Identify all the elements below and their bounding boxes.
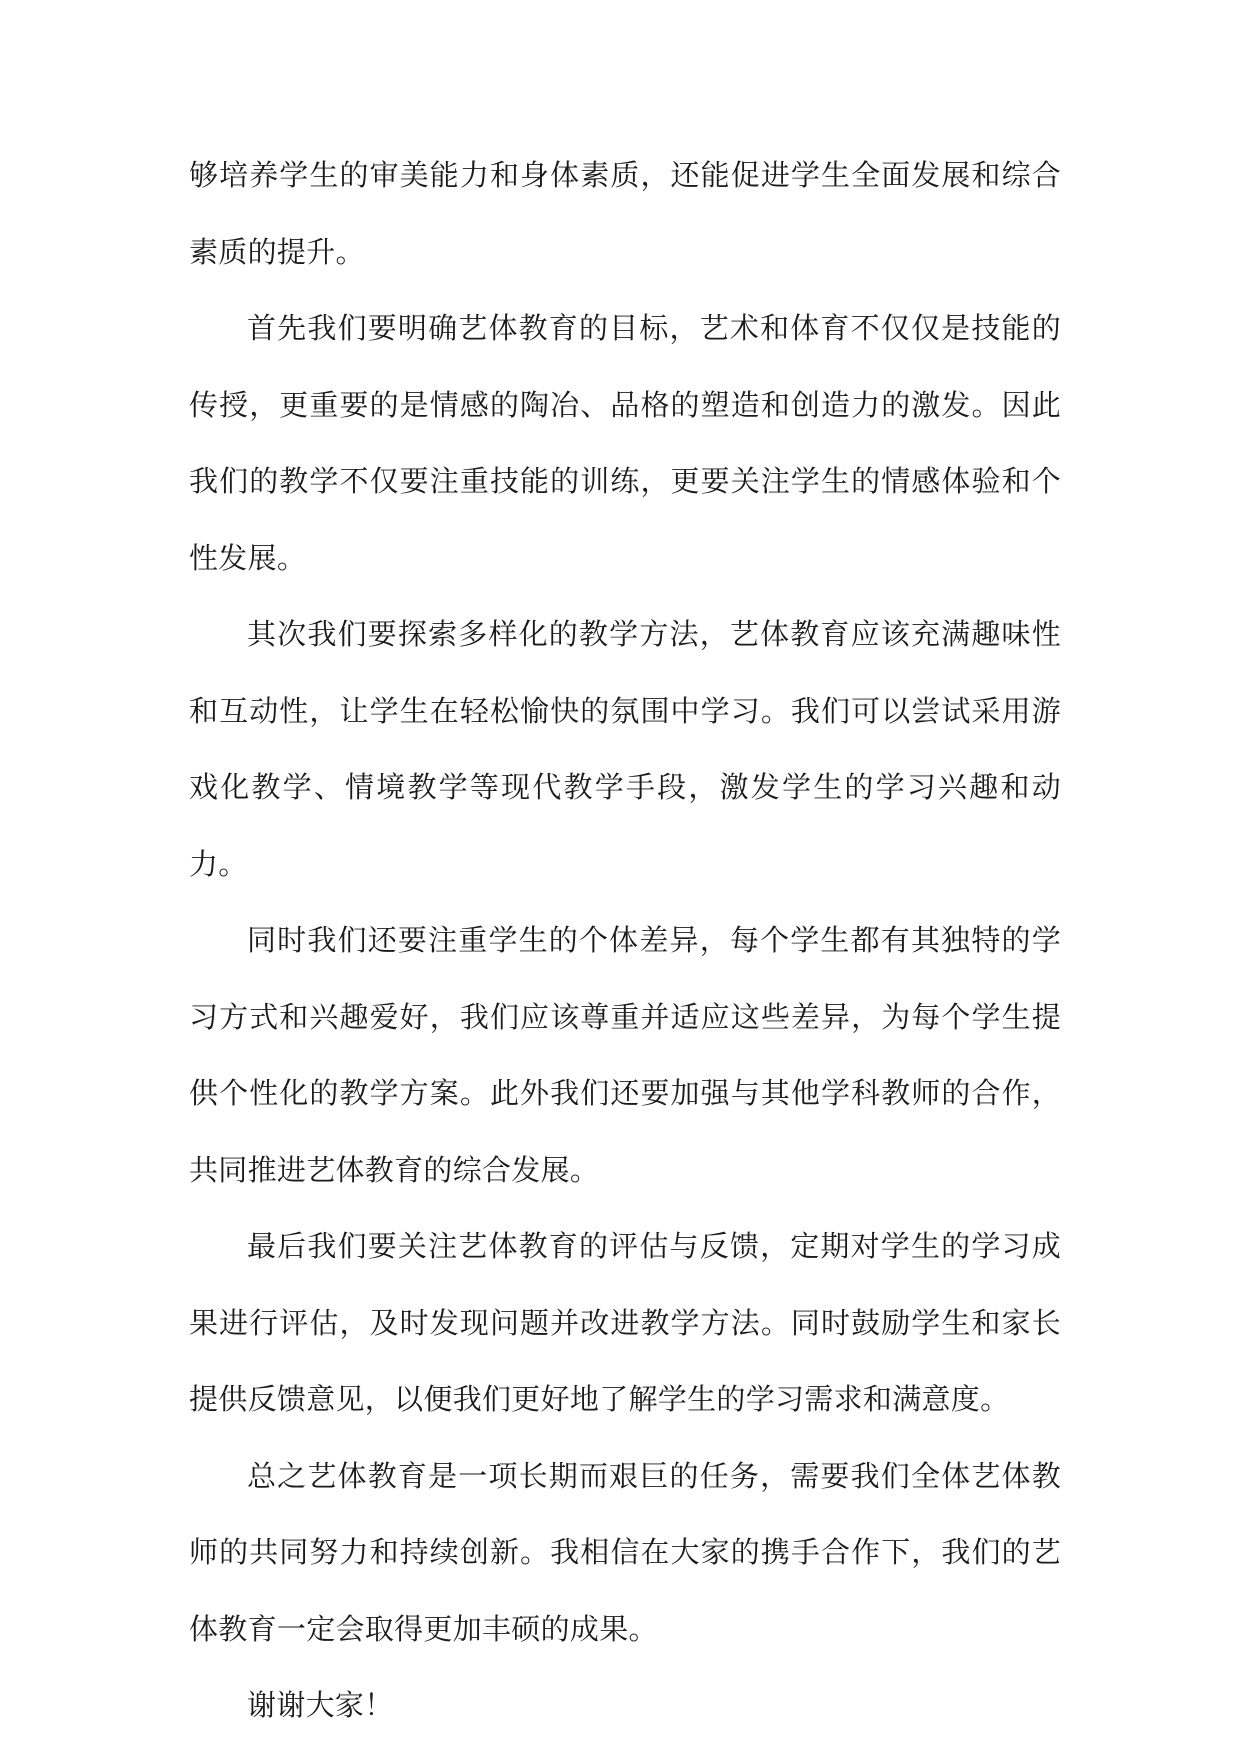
paragraph-evaluation: 最后我们要关注艺体教育的评估与反馈，定期对学生的学习成果进行评估，及时发现问题并改进教学方法。同时鼓励学生和家长提供反馈意见，以便我们更好地了解学生的学习需求和满意度。 [189, 1229, 1061, 1416]
document-body [189, 137, 1061, 1744]
paragraph-conclusion: 总之艺体教育是一项长期而艰巨的任务，需要我们全体艺体教师的共同努力和持续创新。我相信在大家的携手合作下，我们的艺体教育一定会取得更加丰硕的成果。 [189, 1458, 1061, 1646]
paragraph-continuation: 够培养学生的审美能力和身体素质，还能促进学生全面发展和综合素质的提升。 [189, 158, 1061, 269]
paragraph-methods: 其次我们要探索多样化的教学方法，艺体教育应该充满趣味性和互动性，让学生在轻松愉快的氛围中学习。我们可以尝试采用游戏化教学、情境教学等现代教学手段，激发学生的学习兴趣和动力。 [189, 617, 1061, 881]
paragraph-goals: 首先我们要明确艺体教育的目标，艺术和体育不仅仅是技能的传授，更重要的是情感的陶冶、品格的塑造和创造力的激发。因此我们的教学不仅要注重技能的训练，更要关注学生的情感体验和个性发展。 [189, 311, 1061, 575]
paragraph-individual-differences: 同时我们还要注重学生的个体差异，每个学生都有其独特的学习方式和兴趣爱好，我们应该尊重并适应这些差异，为每个学生提供个性化的教学方案。此外我们还要加强与其他学科教师的合作，共同推进艺体教育的综合发展。 [189, 923, 1061, 1187]
paragraph-thanks: 谢谢大家！ [247, 1688, 394, 1722]
